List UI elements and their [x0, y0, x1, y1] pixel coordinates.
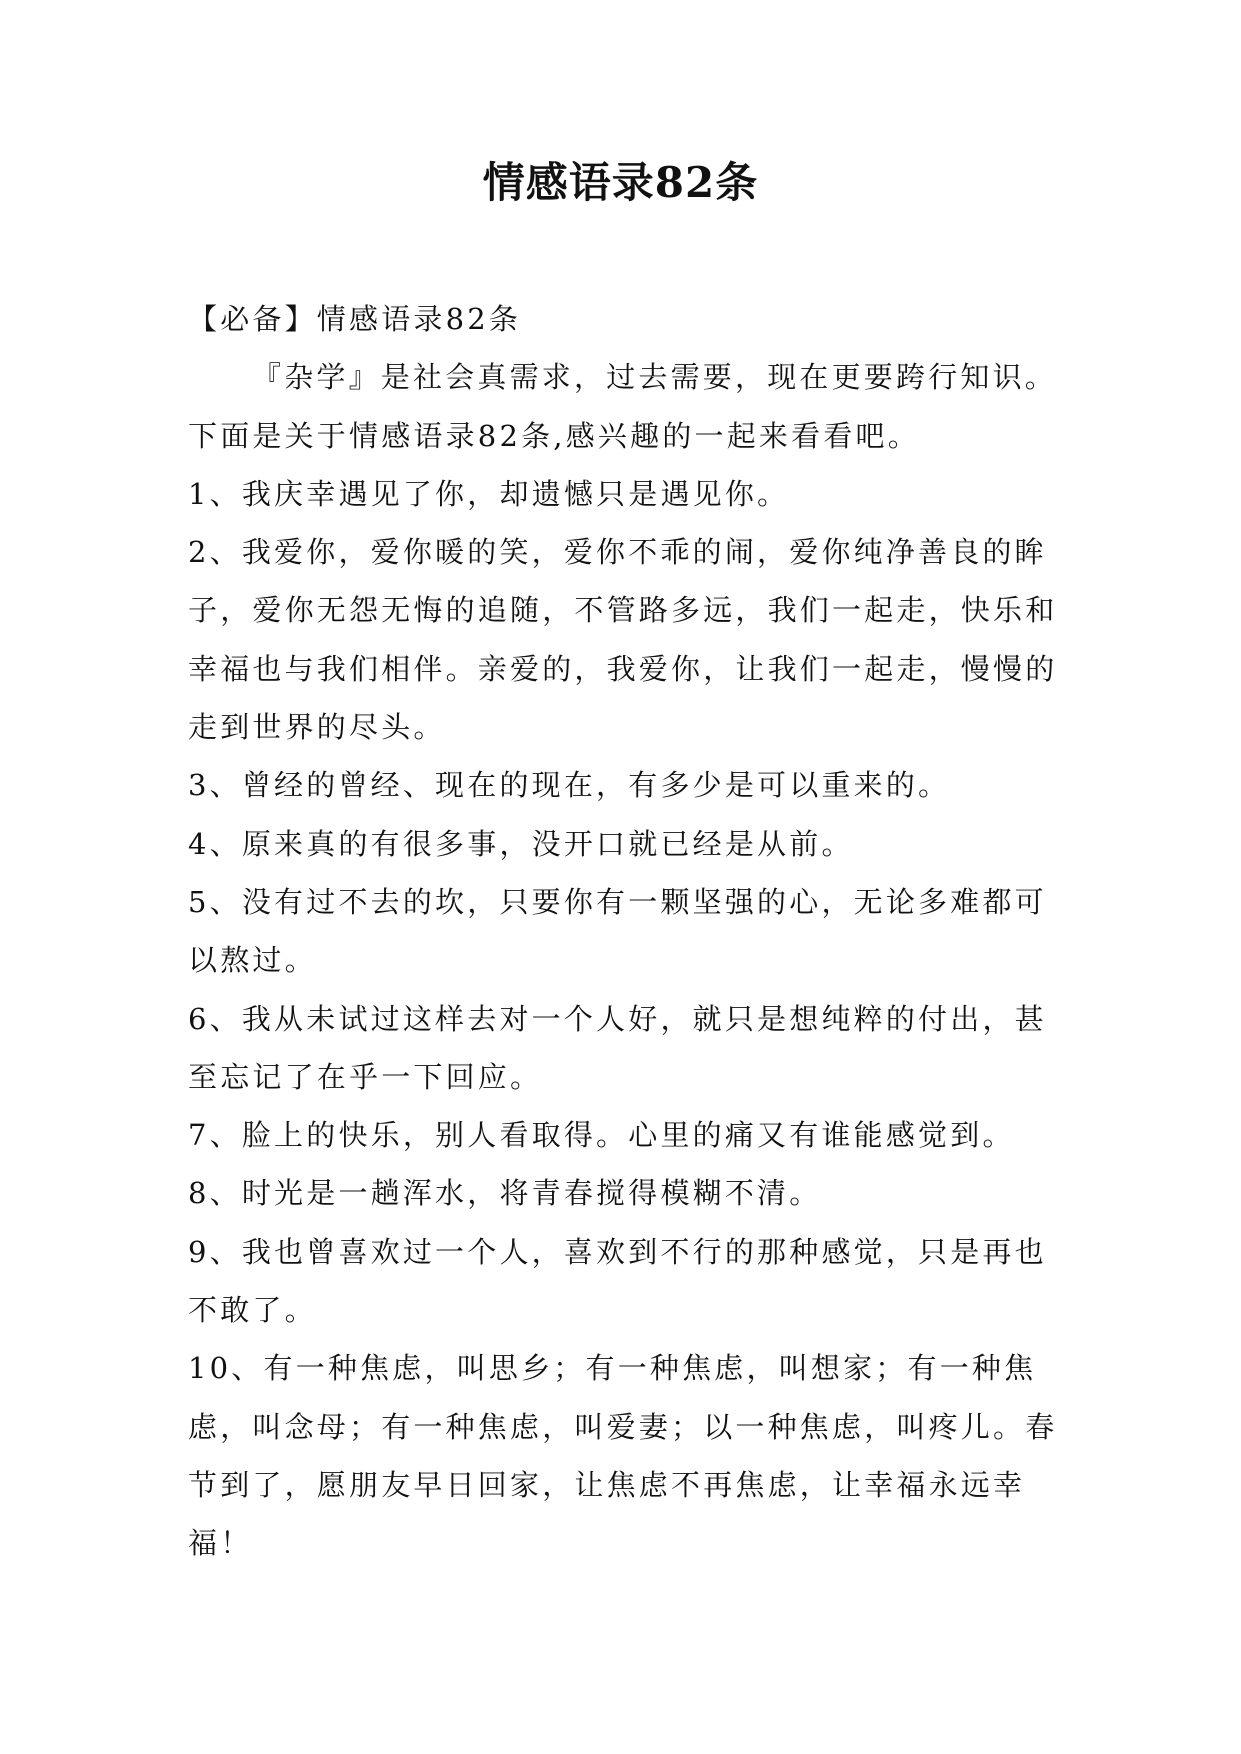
quote-item-7: 7、脸上的快乐，别人看取得。心里的痛又有谁能感觉到。: [188, 1118, 1015, 1153]
quote-item-8: 8、时光是一趟浑水，将青春搅得模糊不清。: [188, 1176, 822, 1211]
quote-item-4: 4、原来真的有很多事，没开口就已经是从前。: [188, 826, 854, 861]
document-subtitle: 【必备】情感语录82条: [188, 302, 522, 336]
quote-item-10: 10、有一种焦虑，叫思乡；有一种焦虑，叫想家；有一种焦虑，叫念母；有一种焦虑，叫爱妻；以一种焦虑，叫疼儿。春节到了，愿朋友早日回家，让焦虑不再焦虑，让幸福永远幸福！: [188, 1351, 1058, 1561]
quote-item-6: 6、我从未试过这样去对一个人好，就只是想纯粹的付出，甚至忘记了在乎一下回应。: [188, 1001, 1047, 1094]
intro-paragraph: 『杂学』是社会真需求，过去需要，现在更要跨行知识。下面是关于情感语录82条,感兴趣的一起来看看吧。: [188, 360, 1058, 453]
quote-item-2: 2、我爱你，爱你暖的笑，爱你不乖的闹，爱你纯净善良的眸子，爱你无怨无悔的追随，不管路多远，我们一起走，快乐和幸福也与我们相伴。亲爱的，我爱你，让我们一起走，慢慢的走到世界的尽头。: [188, 535, 1058, 745]
quote-item-9: 9、我也曾喜欢过一个人，喜欢到不行的那种感觉，只是再也不敢了。: [188, 1234, 1047, 1328]
quote-item-5: 5、没有过不去的坎，只要你有一颗坚强的心，无论多难都可以熬过。: [188, 884, 1047, 978]
quote-item-3: 3、曾经的曾经、现在的现在，有多少是可以重来的。: [188, 768, 951, 803]
page-title: 情感语录82条: [482, 158, 759, 207]
quote-item-1: 1、我庆幸遇见了你，却遗憾只是遇见你。: [188, 476, 790, 511]
document-body: [188, 290, 1058, 1573]
